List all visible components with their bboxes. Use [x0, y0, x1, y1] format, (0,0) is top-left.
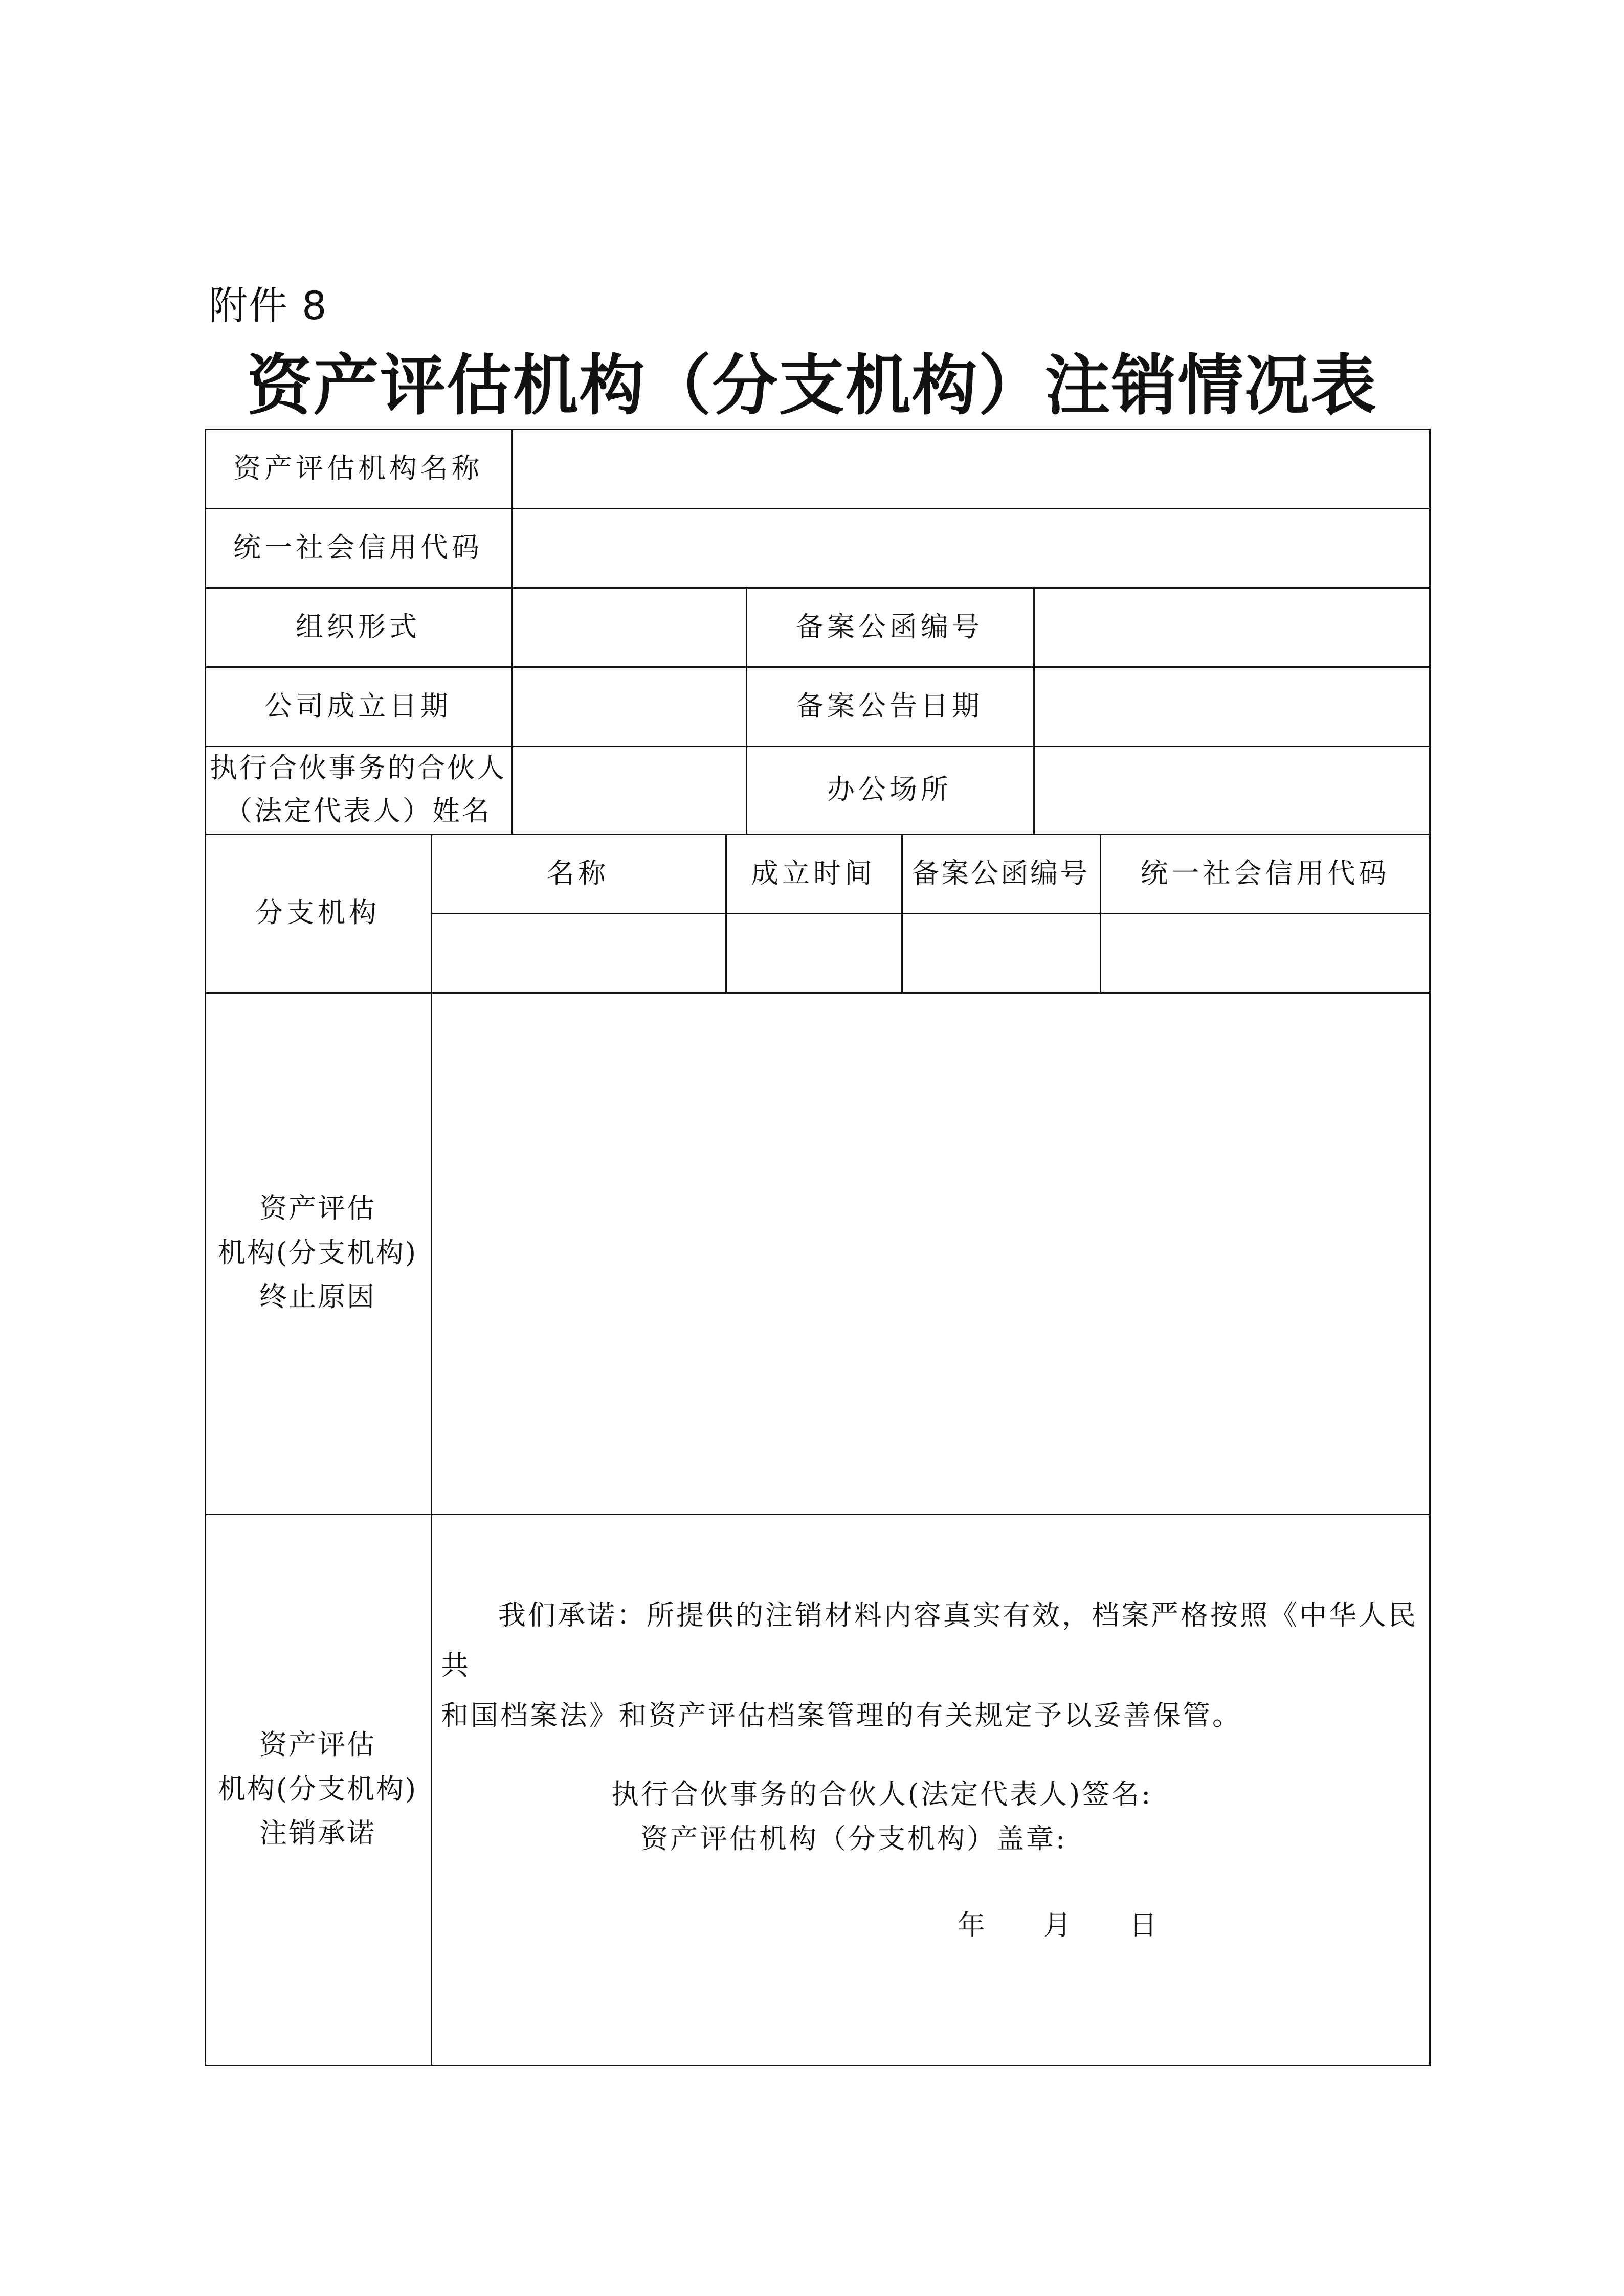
founding-date-label: 公司成立日期: [264, 689, 452, 722]
partner-name-label-line1: 执行合伙事务的合伙人: [210, 752, 506, 784]
branch-credit-code-field[interactable]: [1101, 914, 1429, 992]
date-month-label: 月: [1043, 1909, 1073, 1941]
pledge-label-line2: 机构(分支机构): [217, 1772, 418, 1805]
page-title: 资产评估机构（分支机构）注销情况表: [247, 347, 1377, 424]
branch-col-filing-no: 备案公函编号: [911, 857, 1089, 889]
pledge-label-line3: 注销承诺: [259, 1817, 376, 1850]
founding-date-field[interactable]: [513, 668, 746, 746]
termination-reason-label: [205, 992, 431, 1514]
form-border-bottom: [205, 2065, 1431, 2066]
branch-name-field[interactable]: [432, 914, 725, 992]
partner-name-label-line2: （法定代表人）姓名: [225, 795, 492, 827]
branch-filing-no-field[interactable]: [903, 914, 1100, 992]
filing-notice-date-field[interactable]: [1035, 668, 1429, 746]
termination-reason-field[interactable]: [432, 994, 1429, 1514]
termination-label-line2: 机构(分支机构): [217, 1236, 418, 1269]
office-field[interactable]: [1035, 747, 1429, 834]
date-year-label: 年: [958, 1909, 987, 1941]
form-border-right: [1429, 429, 1431, 2066]
branch-label: 分支机构: [255, 896, 380, 929]
termination-label-line3: 终止原因: [259, 1280, 376, 1313]
filing-notice-date-label: 备案公告日期: [796, 689, 983, 722]
office-label: 办公场所: [827, 773, 952, 806]
org-name-field[interactable]: [513, 430, 1429, 508]
branch-col-credit-code: 统一社会信用代码: [1140, 857, 1390, 889]
pledge-label: [205, 1514, 431, 2065]
partner-signature-label: 执行合伙事务的合伙人(法定代表人)签名:: [611, 1778, 1153, 1810]
pledge-label-line1: 资产评估: [259, 1728, 376, 1761]
date-day-label: 日: [1129, 1909, 1159, 1941]
branch-founded-field[interactable]: [727, 914, 901, 992]
partner-name-field[interactable]: [513, 747, 746, 834]
pledge-statement: [441, 1590, 1418, 1741]
org-name-label: 资产评估机构名称: [233, 452, 483, 484]
pledge-text-line1: 我们承诺：所提供的注销材料内容真实有效，档案严格按照《中华人民共: [441, 1599, 1418, 1681]
org-form-field[interactable]: [513, 589, 746, 666]
branch-col-founded: 成立时间: [751, 857, 876, 889]
termination-label-line1: 资产评估: [259, 1192, 376, 1225]
filing-letter-no-field[interactable]: [1035, 589, 1429, 666]
partner-name-label: [205, 746, 511, 834]
filing-letter-no-label: 备案公函编号: [796, 610, 983, 643]
attachment-label: 附件 8: [209, 283, 328, 328]
credit-code-label: 统一社会信用代码: [233, 531, 483, 564]
credit-code-field[interactable]: [513, 509, 1429, 587]
org-seal-label: 资产评估机构（分支机构）盖章:: [640, 1822, 1067, 1855]
branch-col-name: 名称: [547, 857, 609, 889]
org-form-label: 组织形式: [296, 610, 420, 643]
pledge-text-line2: 和国档案法》和资产评估档案管理的有关规定予以妥善保管。: [441, 1699, 1242, 1731]
